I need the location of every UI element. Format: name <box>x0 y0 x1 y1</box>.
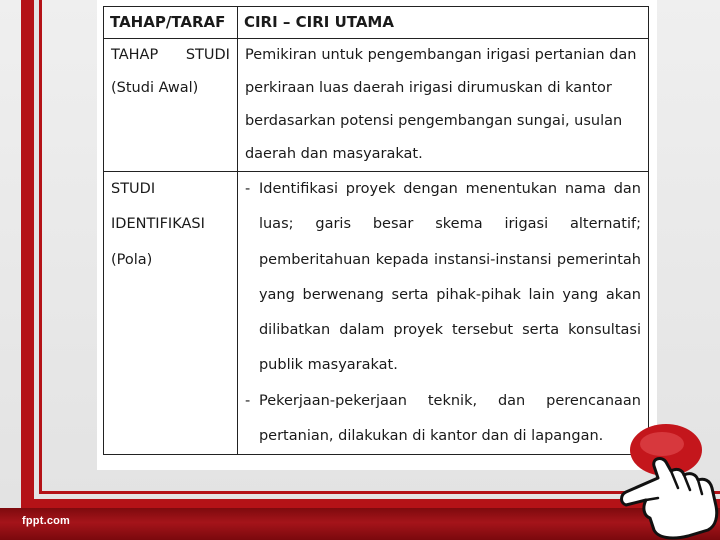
stage-label-line-2: (Studi Awal) <box>111 80 199 96</box>
pointing-hand-icon <box>592 418 720 540</box>
column-header-characteristics: CIRI – CIRI UTAMA <box>237 7 648 39</box>
bullet-item <box>245 384 641 455</box>
stage-cell <box>104 39 238 172</box>
description-cell <box>237 172 648 455</box>
brand-label: fppt.com <box>22 515 71 527</box>
table-header-row <box>104 7 649 39</box>
stage-cell <box>104 172 238 455</box>
bullet-dash: - <box>244 181 251 197</box>
bullet-dash: - <box>244 392 251 409</box>
stage-word-a: TAHAP <box>111 47 159 63</box>
bullet-text: Identifikasi proyek dengan menentukan nama dan luas; garis besar skema irigasi alternatif; pemberitahuan kepada instansi-instansi pemerintah yang berwenang serta pihak-pihak lain yang akan dilibatkan dalam proyek tersebut serta konsultasi publik masyarakat. <box>258 181 641 374</box>
left-border-inner <box>39 0 42 494</box>
stage-label-line-3: (Pola) <box>111 251 153 268</box>
stages-table <box>103 6 649 455</box>
bullet-text: Pekerjaan-pekerjaan teknik, dan perencanaan pertanian, dilakukan di kantor dan di lapangan. <box>258 392 641 445</box>
stage-label-line-1: STUDI <box>111 181 156 197</box>
stage-label-line-1 <box>111 39 230 72</box>
bullet-item <box>245 172 641 384</box>
left-border-outer <box>21 0 34 506</box>
description-cell: Pemikiran untuk pengembangan irigasi pertanian dan perkiraan luas daerah irigasi dirumuskan di kantor berdasarkan potensi pengembangan sungai, usulan daerah dan masyarakat. <box>237 39 648 172</box>
table-row <box>104 39 649 172</box>
stage-label-line-2: IDENTIFIKASI <box>111 216 205 233</box>
stage-word-b: STUDI <box>185 47 230 63</box>
table-row <box>104 172 649 455</box>
document-page <box>97 0 657 470</box>
column-header-stage: TAHAP/TARAF <box>104 7 238 39</box>
